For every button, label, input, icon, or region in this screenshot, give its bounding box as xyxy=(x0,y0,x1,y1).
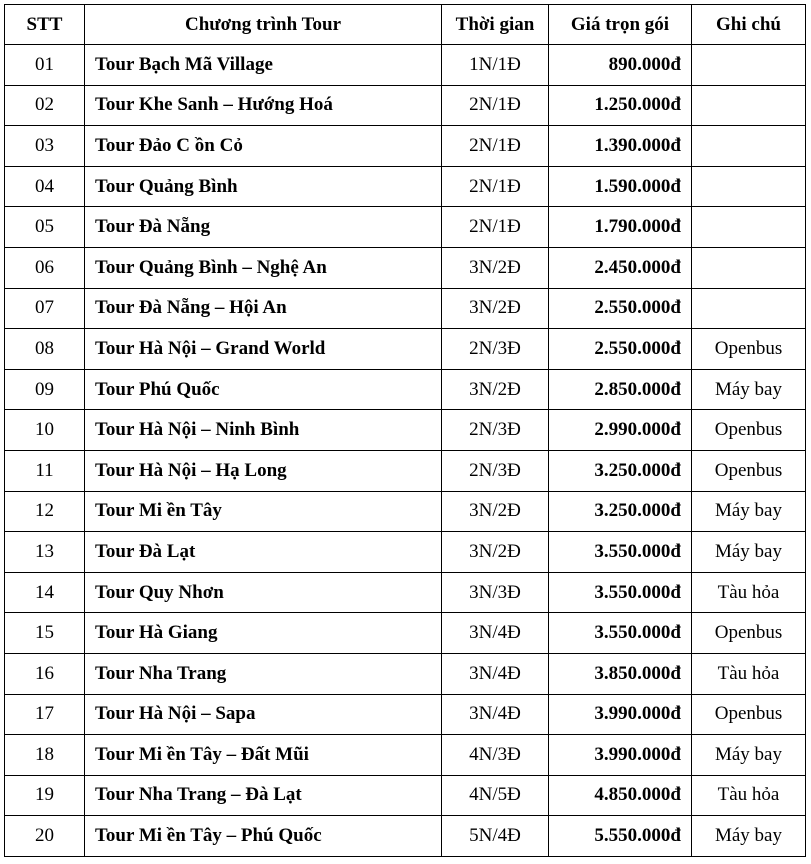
table-row xyxy=(5,166,806,207)
table-header xyxy=(5,5,806,45)
row-stt: 11 xyxy=(5,450,85,491)
table-row xyxy=(5,613,806,654)
row-tour-name: Tour Mi ền Tây – Đất Mũi xyxy=(85,735,442,776)
row-stt: 06 xyxy=(5,247,85,288)
row-duration: 3N/4Đ xyxy=(442,694,549,735)
row-duration: 3N/3Đ xyxy=(442,572,549,613)
row-price: 3.850.000đ xyxy=(549,653,692,694)
row-stt: 03 xyxy=(5,126,85,167)
row-price: 3.550.000đ xyxy=(549,613,692,654)
table-row xyxy=(5,288,806,329)
row-note: Openbus xyxy=(692,410,806,451)
row-tour-name: Tour Phú Quốc xyxy=(85,369,442,410)
row-note xyxy=(692,247,806,288)
row-price: 3.550.000đ xyxy=(549,532,692,573)
row-duration: 3N/2Đ xyxy=(442,369,549,410)
row-duration: 2N/1Đ xyxy=(442,166,549,207)
row-note: Máy bay xyxy=(692,816,806,857)
row-tour-name: Tour Khe Sanh – Hướng Hoá xyxy=(85,85,442,126)
table-row xyxy=(5,247,806,288)
row-price: 2.550.000đ xyxy=(549,329,692,370)
table-row xyxy=(5,126,806,167)
row-note: Openbus xyxy=(692,694,806,735)
row-price: 2.990.000đ xyxy=(549,410,692,451)
row-tour-name: Tour Hà Nội – Sapa xyxy=(85,694,442,735)
header-program: Chương trình Tour xyxy=(85,5,442,45)
row-stt: 20 xyxy=(5,816,85,857)
row-note: Tàu hỏa xyxy=(692,572,806,613)
row-tour-name: Tour Đảo C ồn Cỏ xyxy=(85,126,442,167)
row-tour-name: Tour Bạch Mã Village xyxy=(85,45,442,86)
row-duration: 2N/1Đ xyxy=(442,126,549,167)
table-row xyxy=(5,532,806,573)
row-note: Openbus xyxy=(692,613,806,654)
row-note xyxy=(692,45,806,86)
tour-price-table xyxy=(4,4,806,857)
row-stt: 09 xyxy=(5,369,85,410)
header-stt: STT xyxy=(5,5,85,45)
row-stt: 10 xyxy=(5,410,85,451)
row-stt: 13 xyxy=(5,532,85,573)
row-duration: 4N/3Đ xyxy=(442,735,549,776)
row-duration: 2N/3Đ xyxy=(442,450,549,491)
row-duration: 4N/5Đ xyxy=(442,775,549,816)
row-price: 2.550.000đ xyxy=(549,288,692,329)
table-row xyxy=(5,491,806,532)
table-row xyxy=(5,85,806,126)
row-price: 890.000đ xyxy=(549,45,692,86)
table-row xyxy=(5,735,806,776)
row-stt: 08 xyxy=(5,329,85,370)
table-row xyxy=(5,816,806,857)
row-note: Máy bay xyxy=(692,532,806,573)
row-note: Máy bay xyxy=(692,491,806,532)
row-duration: 5N/4Đ xyxy=(442,816,549,857)
row-tour-name: Tour Quy Nhơn xyxy=(85,572,442,613)
row-duration: 3N/2Đ xyxy=(442,247,549,288)
row-duration: 3N/4Đ xyxy=(442,653,549,694)
row-price: 3.250.000đ xyxy=(549,450,692,491)
row-tour-name: Tour Hà Nội – Ninh Bình xyxy=(85,410,442,451)
table-row xyxy=(5,369,806,410)
row-duration: 2N/3Đ xyxy=(442,410,549,451)
row-price: 2.450.000đ xyxy=(549,247,692,288)
row-tour-name: Tour Đà Nẵng xyxy=(85,207,442,248)
row-price: 3.550.000đ xyxy=(549,572,692,613)
row-note xyxy=(692,207,806,248)
row-tour-name: Tour Quảng Bình xyxy=(85,166,442,207)
row-note: Openbus xyxy=(692,450,806,491)
table-row xyxy=(5,450,806,491)
row-duration: 2N/1Đ xyxy=(442,207,549,248)
row-stt: 17 xyxy=(5,694,85,735)
row-tour-name: Tour Đà Nẵng – Hội An xyxy=(85,288,442,329)
row-price: 1.250.000đ xyxy=(549,85,692,126)
header-price: Giá trọn gói xyxy=(549,5,692,45)
table-row xyxy=(5,45,806,86)
row-price: 3.990.000đ xyxy=(549,694,692,735)
header-note: Ghi chú xyxy=(692,5,806,45)
header-row xyxy=(5,5,806,45)
table-row xyxy=(5,207,806,248)
row-price: 4.850.000đ xyxy=(549,775,692,816)
row-tour-name: Tour Mi ền Tây xyxy=(85,491,442,532)
row-duration: 3N/2Đ xyxy=(442,491,549,532)
row-stt: 18 xyxy=(5,735,85,776)
row-note xyxy=(692,166,806,207)
row-tour-name: Tour Quảng Bình – Nghệ An xyxy=(85,247,442,288)
row-duration: 2N/3Đ xyxy=(442,329,549,370)
table-row xyxy=(5,653,806,694)
row-tour-name: Tour Hà Nội – Grand World xyxy=(85,329,442,370)
row-stt: 02 xyxy=(5,85,85,126)
row-tour-name: Tour Hà Giang xyxy=(85,613,442,654)
row-duration: 3N/2Đ xyxy=(442,288,549,329)
row-price: 5.550.000đ xyxy=(549,816,692,857)
header-duration: Thời gian xyxy=(442,5,549,45)
row-note xyxy=(692,126,806,167)
row-stt: 12 xyxy=(5,491,85,532)
row-stt: 05 xyxy=(5,207,85,248)
row-stt: 19 xyxy=(5,775,85,816)
row-stt: 16 xyxy=(5,653,85,694)
row-stt: 01 xyxy=(5,45,85,86)
row-note: Máy bay xyxy=(692,735,806,776)
row-note xyxy=(692,288,806,329)
row-price: 1.390.000đ xyxy=(549,126,692,167)
row-note: Máy bay xyxy=(692,369,806,410)
row-duration: 3N/2Đ xyxy=(442,532,549,573)
row-price: 3.250.000đ xyxy=(549,491,692,532)
row-note: Tàu hỏa xyxy=(692,653,806,694)
row-note: Tàu hỏa xyxy=(692,775,806,816)
row-price: 2.850.000đ xyxy=(549,369,692,410)
row-price: 1.790.000đ xyxy=(549,207,692,248)
row-note xyxy=(692,85,806,126)
row-tour-name: Tour Nha Trang xyxy=(85,653,442,694)
row-stt: 14 xyxy=(5,572,85,613)
row-duration: 1N/1Đ xyxy=(442,45,549,86)
row-duration: 3N/4Đ xyxy=(442,613,549,654)
row-price: 3.990.000đ xyxy=(549,735,692,776)
table-body xyxy=(5,45,806,857)
row-stt: 15 xyxy=(5,613,85,654)
row-tour-name: Tour Đà Lạt xyxy=(85,532,442,573)
row-note: Openbus xyxy=(692,329,806,370)
table-row xyxy=(5,410,806,451)
table-row xyxy=(5,329,806,370)
row-tour-name: Tour Nha Trang – Đà Lạt xyxy=(85,775,442,816)
row-stt: 04 xyxy=(5,166,85,207)
row-duration: 2N/1Đ xyxy=(442,85,549,126)
table-row xyxy=(5,775,806,816)
table-row xyxy=(5,572,806,613)
row-tour-name: Tour Hà Nội – Hạ Long xyxy=(85,450,442,491)
table-row xyxy=(5,694,806,735)
row-price: 1.590.000đ xyxy=(549,166,692,207)
row-stt: 07 xyxy=(5,288,85,329)
row-tour-name: Tour Mi ền Tây – Phú Quốc xyxy=(85,816,442,857)
